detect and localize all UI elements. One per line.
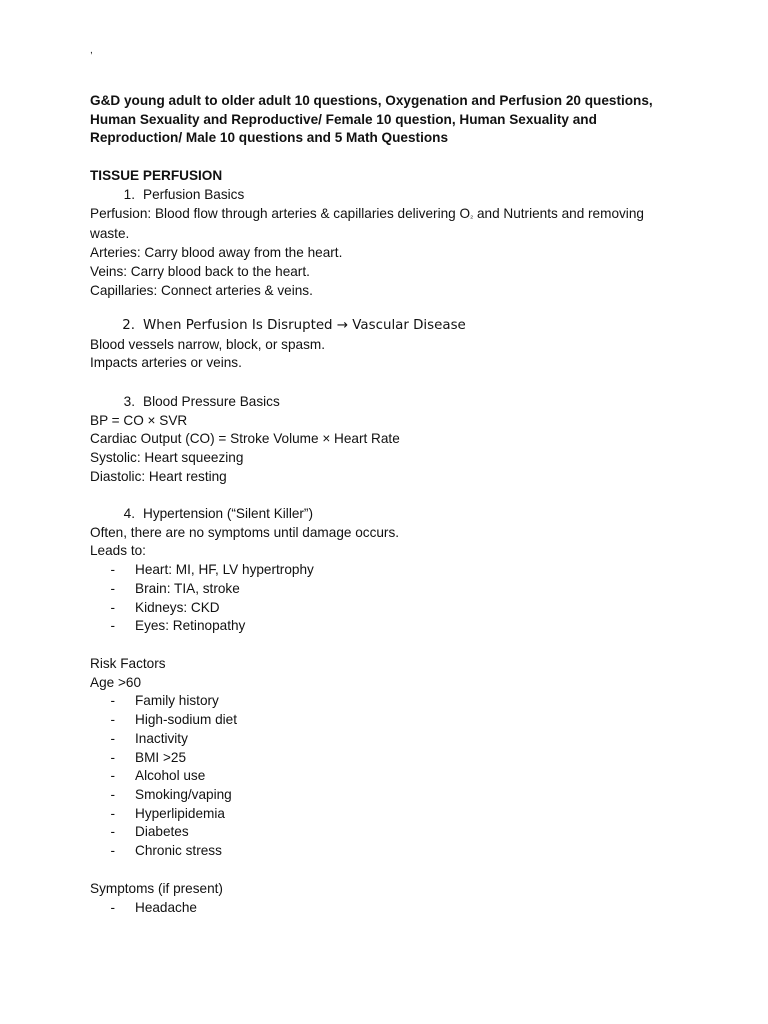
list-item <box>90 899 690 918</box>
bullet-dash: - <box>110 580 115 596</box>
list-item-text: Diabetes <box>135 824 189 840</box>
text-line: Cardiac Output (CO) = Stroke Volume × Heart Rate <box>90 431 400 447</box>
bullet-dash: - <box>110 768 115 784</box>
exam-breakdown-header <box>90 92 690 148</box>
bullet-dash: - <box>110 786 115 802</box>
list-item <box>90 823 690 842</box>
bullet-dash: - <box>110 824 115 840</box>
text-line: Veins: Carry blood back to the heart. <box>90 263 310 279</box>
list-item-text: Smoking/vaping <box>135 786 232 802</box>
numbered-heading <box>90 317 690 336</box>
list-item <box>90 767 690 786</box>
text-part: and Nutrients and removing <box>473 205 644 221</box>
list-item-text: Headache <box>135 899 197 915</box>
list-item <box>90 786 690 805</box>
numbered-heading <box>90 186 690 205</box>
list-item <box>90 692 690 711</box>
bullet-dash: - <box>110 599 115 615</box>
list-item-text: High-sodium diet <box>135 712 237 728</box>
text-line: Blood vessels narrow, block, or spasm. <box>90 336 325 352</box>
bullet-dash: - <box>110 899 115 915</box>
heading-number: 2. <box>122 318 135 333</box>
section-symptoms <box>90 880 690 917</box>
section-risk-factors <box>90 655 690 861</box>
header-line: G&D young adult to older adult 10 questions, Oxygenation and Perfusion 20 questions, <box>90 93 653 108</box>
text-line: Systolic: Heart squeezing <box>90 450 244 466</box>
heading-text: Blood Pressure Basics <box>143 394 280 409</box>
list-item <box>90 711 690 730</box>
text-line: Capillaries: Connect arteries & veins. <box>90 282 313 298</box>
text-line: Age >60 <box>90 674 142 690</box>
list-item-text: Family history <box>135 693 219 709</box>
text-line: waste. <box>90 226 130 242</box>
subscript-two: ₂ <box>470 210 474 220</box>
text-line: Impacts arteries or veins. <box>90 355 242 371</box>
list-item <box>90 580 690 599</box>
list-item-text: Kidneys: CKD <box>135 599 220 615</box>
header-line: Reproduction/ Male 10 questions and 5 Math Questions <box>90 130 449 146</box>
perfusion-definition <box>90 205 690 226</box>
list-item-text: Brain: TIA, stroke <box>135 580 240 596</box>
bullet-dash: - <box>110 749 115 765</box>
list-item <box>90 561 690 580</box>
bullet-dash: - <box>110 693 115 709</box>
text-line: Leads to: <box>90 543 146 559</box>
stray-mark: , <box>90 45 93 56</box>
list-item <box>90 805 690 824</box>
text-line: Often, there are no symptoms until damage occurs. <box>90 524 400 540</box>
heading-text: When Perfusion Is Disrupted → Vascular Disease <box>143 318 466 333</box>
text-line: Diastolic: Heart resting <box>90 468 227 484</box>
heading-number: 3. <box>123 394 135 409</box>
bullet-dash: - <box>110 805 115 821</box>
bullet-dash: - <box>110 730 115 746</box>
list-item <box>90 842 690 861</box>
section-title: TISSUE PERFUSION <box>90 168 223 183</box>
heading-text: Hypertension (“Silent Killer”) <box>143 506 313 521</box>
subheading: Risk Factors <box>90 656 166 671</box>
heading-number: 4. <box>123 506 135 521</box>
numbered-heading <box>90 505 690 524</box>
text-line: BP = CO × SVR <box>90 412 188 428</box>
bullet-dash: - <box>110 712 115 728</box>
list-item <box>90 599 690 618</box>
list-item-text: Inactivity <box>135 730 188 746</box>
list-item-text: Chronic stress <box>135 843 222 859</box>
list-item-text: Heart: MI, HF, LV hypertrophy <box>135 562 314 578</box>
list-item-text: Eyes: Retinopathy <box>135 618 246 634</box>
list-item <box>90 617 690 636</box>
heading-text: Perfusion Basics <box>143 187 245 202</box>
section-perfusion-basics <box>90 186 690 300</box>
list-item-text: BMI >25 <box>135 749 187 765</box>
list-item <box>90 730 690 749</box>
bullet-dash: - <box>110 562 115 578</box>
numbered-heading <box>90 393 690 412</box>
section-blood-pressure <box>90 393 690 487</box>
header-line: Human Sexuality and Reproductive/ Female 10 question, Human Sexuality and <box>90 111 597 127</box>
text-part: Perfusion: Blood flow through arteries & capillaries delivering O <box>90 205 471 221</box>
list-item-text: Hyperlipidemia <box>135 805 225 821</box>
heading-number: 1. <box>123 187 135 202</box>
list-item <box>90 749 690 768</box>
bullet-dash: - <box>110 618 115 634</box>
bullet-dash: - <box>110 843 115 859</box>
subheading: Symptoms (if present) <box>90 881 223 896</box>
section-vascular-disease <box>90 317 690 373</box>
section-hypertension <box>90 505 690 636</box>
list-item-text: Alcohol use <box>135 768 206 784</box>
text-line: Arteries: Carry blood away from the heart. <box>90 245 343 261</box>
